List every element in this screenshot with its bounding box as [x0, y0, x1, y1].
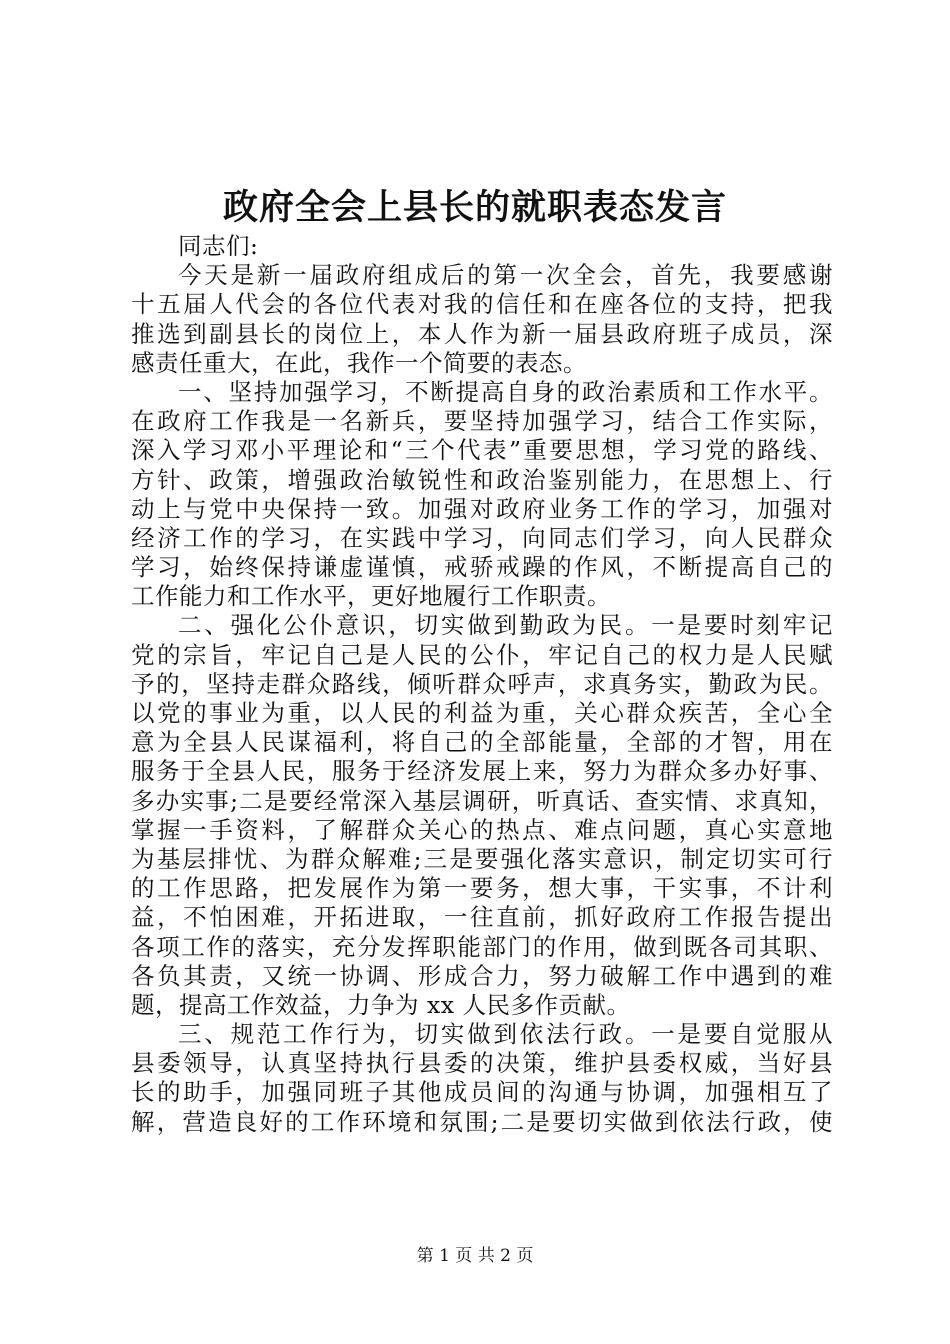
- text-line: 各项工作的落实，充分发挥职能部门的作用，做到既各司其职、: [131, 932, 833, 961]
- text-line: 意为全县人民谋福利，将自己的全部能量，全部的才智，用在: [131, 728, 833, 757]
- text-line: 一、坚持加强学习，不断提高自身的政治素质和工作水平。: [178, 377, 833, 406]
- text-line: 今天是新一届政府组成后的第一次全会，首先，我要感谢: [178, 261, 833, 290]
- text-line: 十五届人代会的各位代表对我的信任和在座各位的支持，把我: [131, 290, 833, 319]
- text-line: 方针、政策，增强政治敏锐性和政治鉴别能力，在思想上、行: [131, 465, 833, 494]
- document-title: 政府全会上县长的就职表态发言: [222, 187, 727, 228]
- text-line: 长的助手，加强同班子其他成员间的沟通与协调，加强相互了: [131, 1078, 833, 1107]
- text-line: 为基层排忧、为群众解难;三是要强化落实意识，制定切实可行: [131, 844, 833, 873]
- text-line: 工作能力和工作水平，更好地履行工作职责。: [131, 582, 611, 611]
- text-line: 予的，坚持走群众路线，倾听群众呼声，求真务实，勤政为民。: [131, 669, 833, 698]
- text-line: 在政府工作我是一名新兵，要坚持加强学习，结合工作实际，: [131, 407, 833, 436]
- text-line: 县委领导，认真坚持执行县委的决策，维护县委权威，当好县: [131, 1049, 833, 1078]
- text-line: 同志们:: [178, 232, 259, 260]
- text-line: 经济工作的学习，在实践中学习，向同志们学习，向人民群众: [131, 523, 833, 552]
- text-line: 益，不怕困难，开拓进取，一往直前，抓好政府工作报告提出: [131, 903, 833, 932]
- text-line: 各负其责，又统一协调、形成合力，努力破解工作中遇到的难: [131, 961, 833, 990]
- text-line: 掌握一手资料，了解群众关心的热点、难点问题，真心实意地: [131, 815, 833, 844]
- text-line: 解，营造良好的工作环境和氛围;二是要切实做到依法行政，使: [131, 1107, 833, 1136]
- text-line: 党的宗旨，牢记自己是人民的公仆，牢记自己的权力是人民赋: [131, 640, 833, 669]
- page-footer: 第 1 页 共 2 页: [416, 1246, 534, 1266]
- text-line: 深入学习邓小平理论和“三个代表”重要思想，学习党的路线、: [131, 436, 833, 465]
- text-line: 推选到副县长的岗位上，本人作为新一届县政府班子成员，深: [131, 319, 833, 348]
- text-line: 题，提高工作效益，力争为 xx 人民多作贡献。: [131, 990, 631, 1019]
- text-line: 以党的事业为重，以人民的利益为重，关心群众疾苦，全心全: [131, 699, 833, 727]
- text-line: 的工作思路，把发展作为第一要务，想大事，干实事，不计利: [131, 874, 833, 903]
- text-line: 动上与党中央保持一致。加强对政府业务工作的学习，加强对: [131, 494, 833, 523]
- text-line: 服务于全县人民，服务于经济发展上来，努力为群众多办好事、: [131, 757, 833, 786]
- text-line: 二、强化公仆意识，切实做到勤政为民。一是要时刻牢记: [178, 611, 833, 640]
- text-line: 多办实事;二是要经常深入基层调研，听真话、查实情、求真知，: [131, 786, 833, 815]
- text-line: 学习，始终保持谦虚谨慎，戒骄戒躁的作风，不断提高自己的: [131, 553, 833, 582]
- text-line: 感责任重大，在此，我作一个简要的表态。: [131, 348, 587, 377]
- document-body: [131, 232, 833, 1137]
- text-line: 三、规范工作行为，切实做到依法行政。一是要自觉服从: [178, 1020, 833, 1049]
